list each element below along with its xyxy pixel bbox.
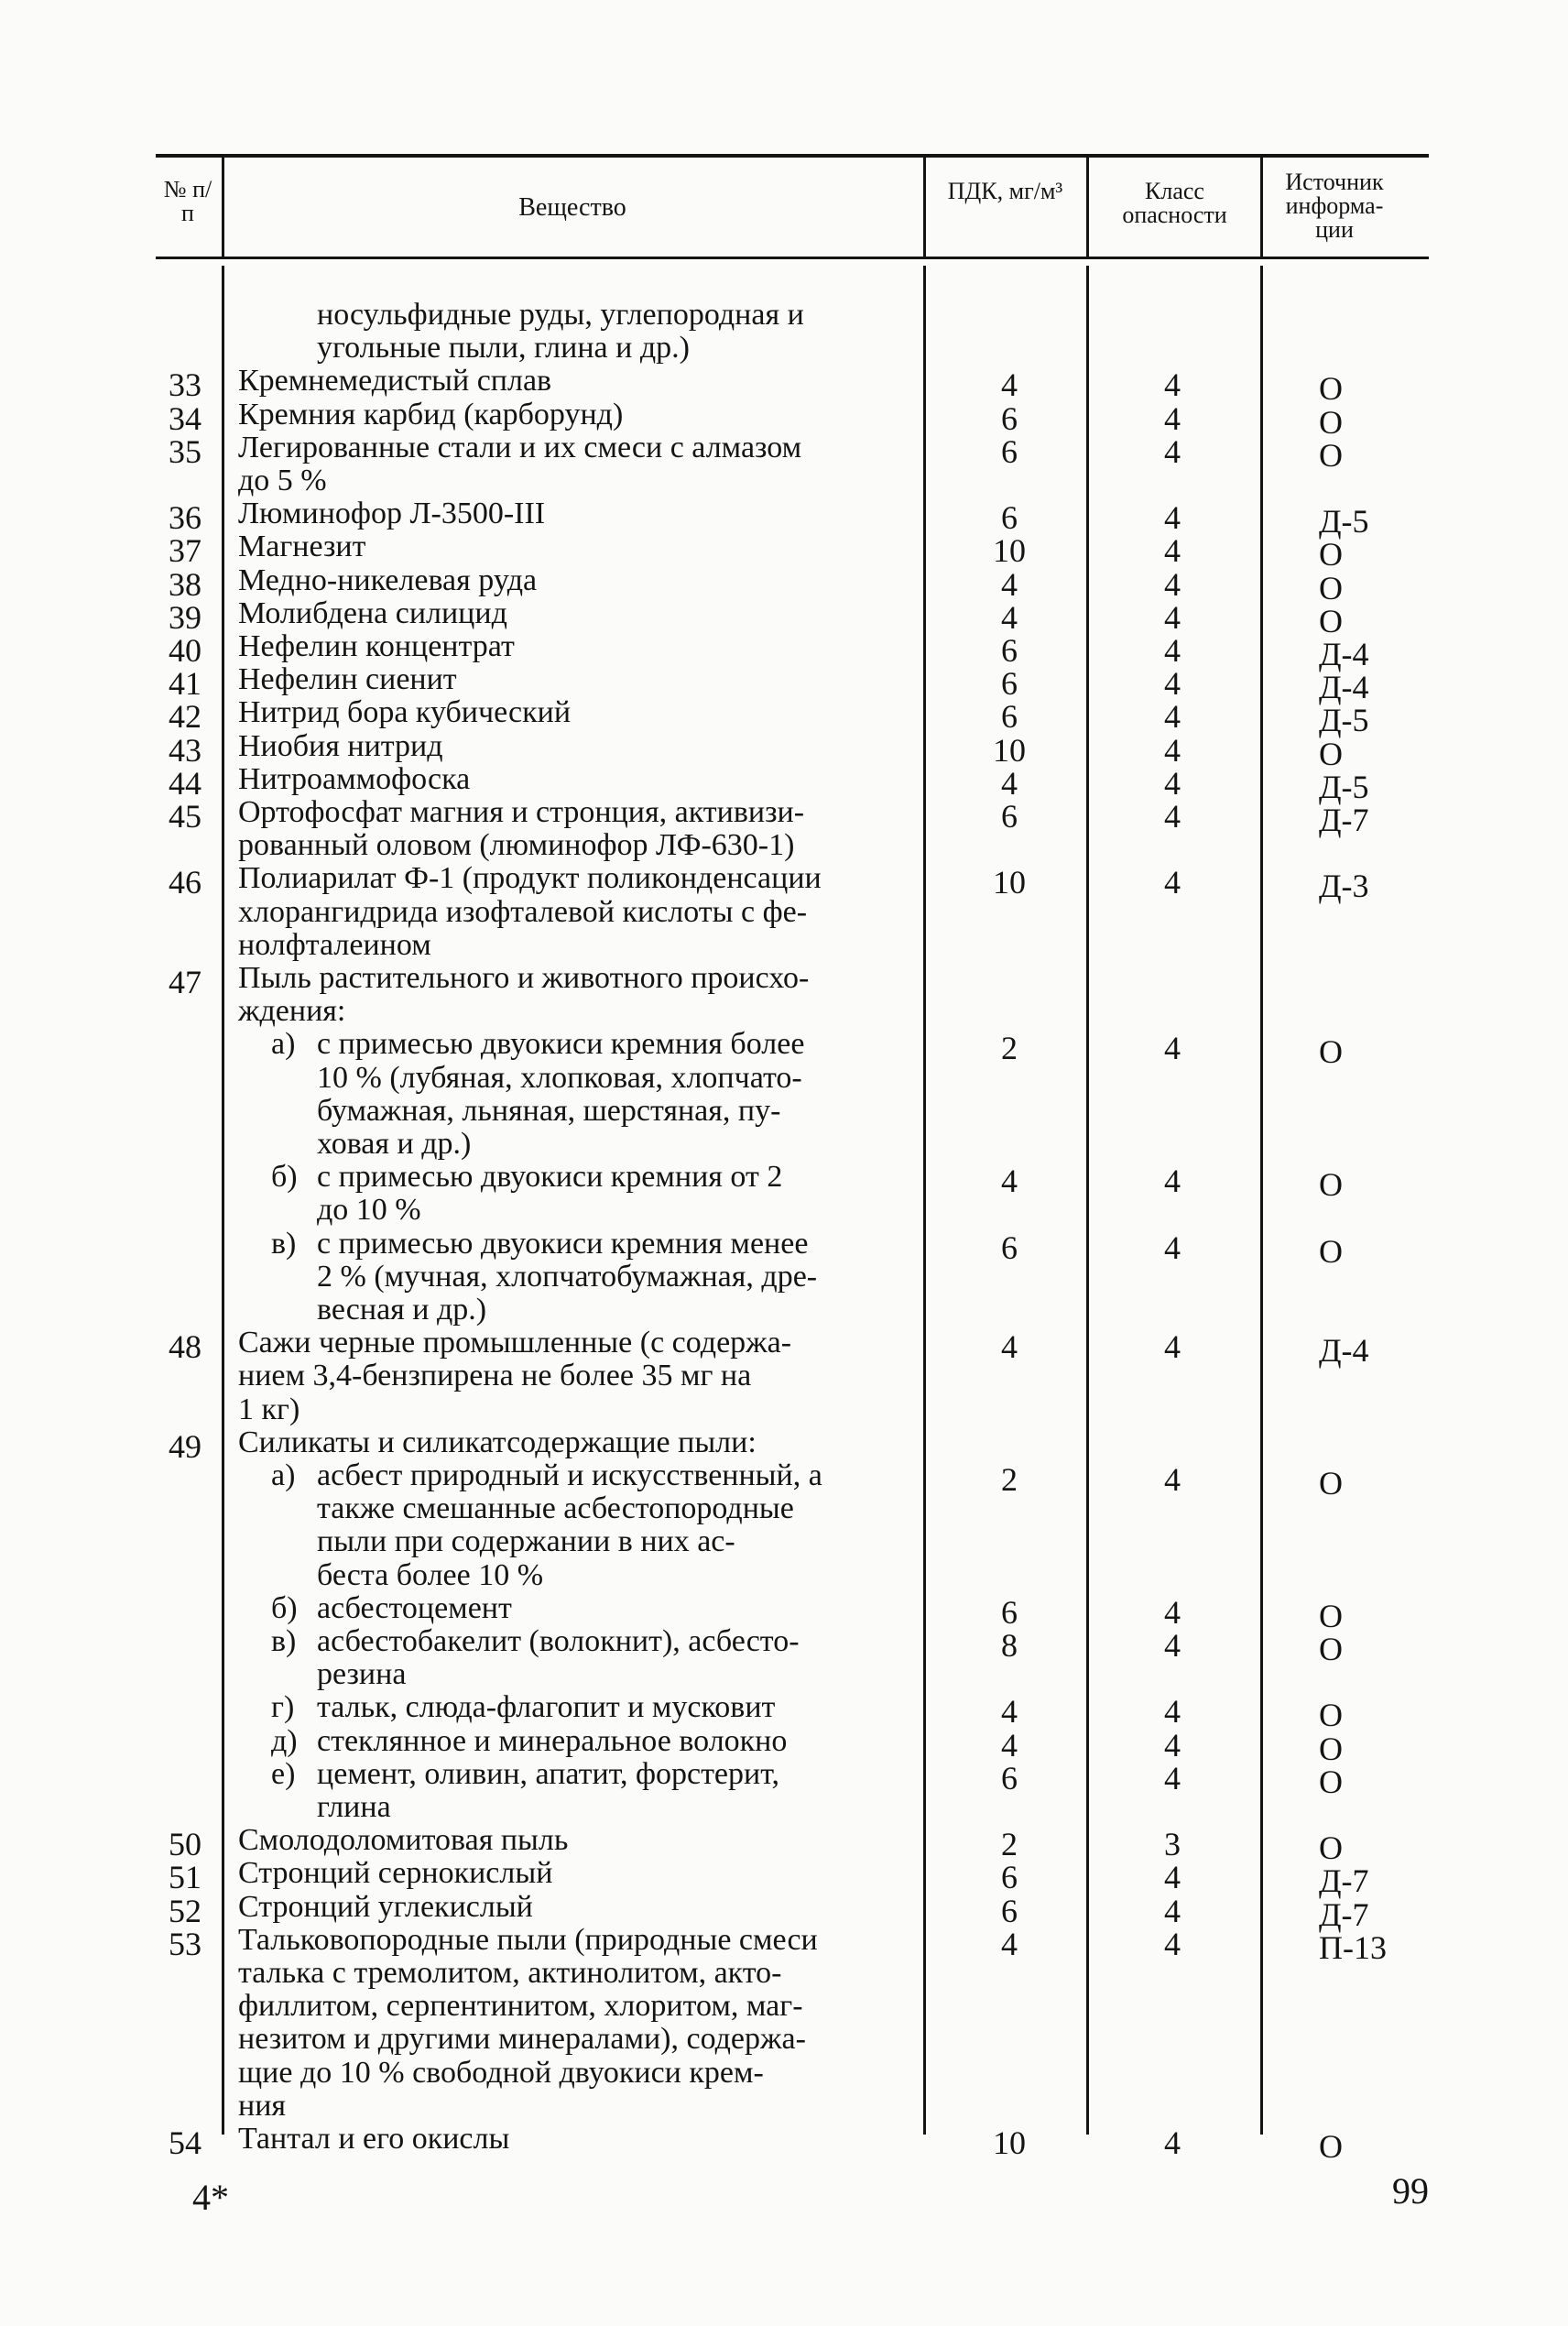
substance-text: также смешанные асбестопородные [317, 1491, 794, 1526]
substance-text: 10 % (лубяная, хлопковая, хлопчато- [317, 1060, 802, 1095]
col-divider-4 [1260, 266, 1263, 2135]
hazard-class-value: 4 [1164, 1693, 1181, 1731]
hazard-class-value: 4 [1164, 764, 1181, 802]
sub-item-letter: е) [271, 1756, 296, 1791]
source-value: О [1319, 735, 1343, 772]
substance-text: асбест природный и искусственный, а [317, 1458, 822, 1492]
header-source: Источник информа- ции [1285, 169, 1384, 243]
header-substance: Вещество [518, 193, 626, 222]
sub-item-letter: б) [271, 1160, 298, 1195]
hazard-class-value: 4 [1164, 598, 1181, 636]
source-value: Д-4 [1319, 636, 1369, 672]
sub-item-letter: д) [271, 1723, 298, 1758]
pdk-value: 6 [1001, 632, 1018, 669]
pdk-value: 6 [1001, 798, 1018, 835]
hazard-class-value: 4 [1164, 1859, 1181, 1896]
hazard-class-value: 4 [1164, 731, 1181, 769]
pdk-value: 2 [1001, 1826, 1018, 1863]
substance-text: нием 3,4-бензпирена не более 35 мг на [238, 1359, 752, 1393]
hazard-class-value: 4 [1164, 665, 1181, 703]
hazard-class-value: 4 [1164, 632, 1181, 669]
row-number: 36 [169, 499, 201, 537]
substance-text: щие до 10 % свободной двуокиси крем- [238, 2055, 764, 2090]
substance-text: Стронций сернокислый [238, 1856, 553, 1891]
substance-text: Магнезит [238, 530, 366, 564]
source-value: Д-5 [1319, 768, 1369, 805]
header-class: Класс опасности [1122, 178, 1227, 228]
pdk-value: 6 [1001, 499, 1018, 537]
pdk-value: 6 [1001, 698, 1018, 736]
hazard-class-value: 4 [1164, 432, 1181, 470]
source-value: Д-3 [1319, 868, 1369, 905]
sub-item-letter: в) [271, 1624, 297, 1658]
pdk-value: 6 [1001, 432, 1018, 470]
substance-text: хлорангидрида изофталевой кислоты с фе- [238, 894, 808, 929]
pdk-value: 6 [1001, 1892, 1018, 1929]
substance-text: носульфидные руды, углепородная и [317, 298, 804, 332]
col-divider-3-header [1086, 154, 1089, 257]
substance-text: 2 % (мучная, хлопчатобумажная, дре- [317, 1259, 818, 1294]
pdk-value: 6 [1001, 399, 1018, 437]
row-number: 42 [169, 698, 201, 736]
sub-item-letter: а) [271, 1027, 296, 1062]
pdk-value: 10 [993, 864, 1026, 901]
hazard-class-value: 4 [1164, 1163, 1181, 1200]
substance-text: талька с тремолитом, актинолитом, акто- [238, 1956, 782, 1990]
source-value: Д-5 [1319, 702, 1369, 739]
source-value: О [1319, 436, 1343, 474]
source-value: О [1319, 1763, 1343, 1800]
source-value: О [1319, 569, 1343, 606]
substance-text: угольные пыли, глина и др.) [317, 331, 690, 366]
hazard-class-value: 4 [1164, 1759, 1181, 1796]
row-number: 33 [169, 366, 201, 404]
row-number: 39 [169, 598, 201, 636]
substance-text: Силикаты и силикатсодержащие пыли: [238, 1425, 757, 1459]
substance-text: Нитроаммофоска [238, 761, 471, 796]
substance-text: с примесью двуокиси кремния более [317, 1027, 805, 1062]
substance-text: бумажная, льняная, шерстяная, пу- [317, 1093, 781, 1128]
source-value: О [1319, 1631, 1343, 1667]
substance-text: Нефелин сиенит [238, 662, 457, 697]
row-number: 52 [169, 1892, 201, 1929]
col-divider-1 [222, 266, 224, 2135]
substance-text: Стронций углекислый [238, 1889, 533, 1924]
source-value: О [1319, 1829, 1343, 1867]
substance-text: весная и др.) [317, 1293, 487, 1327]
col-divider-1-header [222, 154, 224, 257]
source-value: О [1319, 2128, 1343, 2165]
col-divider-4-header [1260, 154, 1263, 257]
row-number: 47 [169, 964, 201, 1000]
hazard-class-value: 4 [1164, 1461, 1181, 1498]
row-number: 35 [169, 432, 201, 470]
hazard-class-value: 4 [1164, 2124, 1181, 2161]
source-value: О [1319, 1033, 1343, 1071]
substance-text: Полиарилат Ф-1 (продукт поликонденсации [238, 861, 822, 896]
source-value: О [1319, 1597, 1343, 1634]
row-number: 41 [169, 665, 201, 703]
substance-text: Кремнемедистый сплав [238, 364, 552, 399]
row-number: 40 [169, 632, 201, 669]
substance-text: Легированные стали и их смеси с алмазом [238, 430, 802, 464]
header-pdk: ПДК, мг/м³ [947, 178, 1063, 204]
pdk-value: 10 [993, 731, 1026, 769]
source-value: О [1319, 1465, 1343, 1502]
pdk-value: 10 [993, 2124, 1026, 2161]
hazard-class-value: 4 [1164, 1892, 1181, 1929]
substance-text: Кремния карбид (карборунд) [238, 397, 624, 431]
pdk-value: 4 [1001, 598, 1018, 636]
pdk-value: 4 [1001, 764, 1018, 802]
pdk-value: 4 [1001, 1726, 1018, 1764]
hazard-class-value: 4 [1164, 1328, 1181, 1366]
substance-text: пыли при содержании в них ас- [317, 1524, 735, 1559]
sub-item-letter: в) [271, 1226, 297, 1261]
pdk-value: 4 [1001, 565, 1018, 603]
substance-text: Нитрид бора кубический [238, 695, 572, 730]
substance-text: Смолодоломитовая пыль [238, 1823, 569, 1858]
pdk-value: 6 [1001, 1229, 1018, 1266]
substance-text: асбестоцемент [317, 1590, 512, 1625]
source-value: О [1319, 1232, 1343, 1270]
substance-text: тальк, слюда-флагопит и мусковит [317, 1690, 776, 1725]
col-divider-2 [923, 266, 926, 2135]
row-number: 46 [169, 864, 201, 901]
hazard-class-value: 4 [1164, 499, 1181, 537]
source-value: Д-7 [1319, 1862, 1369, 1900]
substance-text: до 10 % [317, 1193, 421, 1228]
substance-text: беста более 10 % [317, 1557, 544, 1592]
substance-text: глина [317, 1790, 391, 1824]
col-divider-3 [1086, 266, 1089, 2135]
source-value: Д-4 [1319, 1332, 1369, 1370]
row-number: 54 [169, 2124, 201, 2161]
pdk-value: 6 [1001, 1759, 1018, 1796]
row-number: 49 [169, 1427, 201, 1465]
hazard-class-value: 4 [1164, 864, 1181, 901]
pdk-value: 4 [1001, 1328, 1018, 1366]
source-value: О [1319, 370, 1343, 408]
substance-text: стеклянное и минеральное волокно [317, 1723, 788, 1758]
row-number: 37 [169, 532, 201, 570]
hazard-class-value: 4 [1164, 698, 1181, 736]
substance-text: Нефелин концентрат [238, 629, 515, 663]
page-number: 99 [1392, 2170, 1429, 2211]
substance-text: цемент, оливин, апатит, форстерит, [317, 1756, 780, 1791]
source-value: О [1319, 403, 1343, 441]
source-value: О [1319, 1697, 1343, 1734]
header-bottom-rule [156, 257, 1429, 259]
substance-text: Ниобия нитрид [238, 728, 443, 763]
substance-text: ховая и др.) [317, 1127, 472, 1161]
substance-text: ния [238, 2088, 287, 2123]
substance-text: Тальковопородные пыли (природные смеси [238, 1922, 818, 1957]
hazard-class-value: 4 [1164, 532, 1181, 570]
hazard-class-value: 4 [1164, 1593, 1181, 1631]
substance-text: Тантал и его окислы [238, 2122, 510, 2156]
hazard-class-value: 4 [1164, 1627, 1181, 1664]
pdk-value: 6 [1001, 1593, 1018, 1631]
col-divider-2-header [923, 154, 926, 257]
hazard-class-value: 4 [1164, 1229, 1181, 1266]
substance-text: до 5 % [238, 464, 327, 497]
substance-text: незитом и другими минералами), содержа- [238, 2022, 806, 2057]
source-value: П-13 [1319, 1928, 1387, 1966]
source-value: Д-7 [1319, 1895, 1369, 1933]
sub-item-letter: г) [271, 1690, 295, 1725]
substance-text: асбестобакелит (волокнит), асбесто- [317, 1624, 800, 1658]
source-value: О [1319, 1730, 1343, 1767]
substance-text: Пыль растительного и животного происхо- [238, 961, 810, 995]
hazard-class-value: 4 [1164, 798, 1181, 835]
substance-text: филлитом, серпентинитом, хлоритом, маг- [238, 1989, 803, 2024]
sub-item-letter: а) [271, 1458, 296, 1492]
row-number: 48 [169, 1328, 201, 1366]
pdk-value: 2 [1001, 1030, 1018, 1067]
pdk-value: 4 [1001, 366, 1018, 404]
pdk-value: 4 [1001, 1163, 1018, 1200]
hazard-class-value: 4 [1164, 565, 1181, 603]
substance-text: Медно-никелевая руда [238, 562, 538, 597]
substance-text: 1 кг) [238, 1392, 300, 1426]
substance-text: ждения: [238, 994, 346, 1029]
header-top-rule [156, 154, 1429, 158]
pdk-value: 8 [1001, 1627, 1018, 1664]
pdk-value: 2 [1001, 1461, 1018, 1498]
substance-text: Сажи черные промышленные (с содержа- [238, 1326, 792, 1360]
pdk-value: 4 [1001, 1693, 1018, 1731]
row-number: 38 [169, 565, 201, 603]
substance-text: Ортофосфат магния и стронция, активизи- [238, 795, 805, 829]
source-value: О [1319, 602, 1343, 639]
pdk-value: 6 [1001, 665, 1018, 703]
substance-text: с примесью двуокиси кремния от 2 [317, 1160, 783, 1195]
substance-text: Люминофор Л-3500-III [238, 497, 546, 531]
hazard-class-value: 4 [1164, 1925, 1181, 1962]
source-value: Д-7 [1319, 802, 1369, 838]
hazard-class-value: 3 [1164, 1826, 1181, 1863]
hazard-class-value: 4 [1164, 1726, 1181, 1764]
substance-text: резина [317, 1657, 407, 1692]
hazard-class-value: 4 [1164, 1030, 1181, 1067]
pdk-value: 4 [1001, 1925, 1018, 1962]
substance-text: Молибдена силицид [238, 595, 507, 630]
hazard-class-value: 4 [1164, 399, 1181, 437]
row-number: 53 [169, 1925, 201, 1962]
source-value: Д-5 [1319, 503, 1369, 541]
row-number: 43 [169, 731, 201, 769]
row-number: 44 [169, 764, 201, 802]
row-number: 51 [169, 1859, 201, 1896]
source-value: Д-4 [1319, 669, 1369, 706]
substance-text: с примесью двуокиси кремния менее [317, 1226, 809, 1261]
source-value: О [1319, 536, 1343, 573]
header-num: № п/п [163, 176, 212, 226]
pdk-value: 6 [1001, 1859, 1018, 1896]
substance-text: нолфталеином [238, 927, 431, 962]
row-number: 50 [169, 1826, 201, 1863]
hazard-class-value: 4 [1164, 366, 1181, 404]
signature-mark: 4* [192, 2177, 229, 2218]
source-value: О [1319, 1166, 1343, 1204]
row-number: 34 [169, 399, 201, 437]
row-number: 45 [169, 798, 201, 835]
sub-item-letter: б) [271, 1590, 298, 1625]
pdk-value: 10 [993, 532, 1026, 570]
substance-text: рованный оловом (люминофор ЛФ-630-1) [238, 828, 795, 863]
